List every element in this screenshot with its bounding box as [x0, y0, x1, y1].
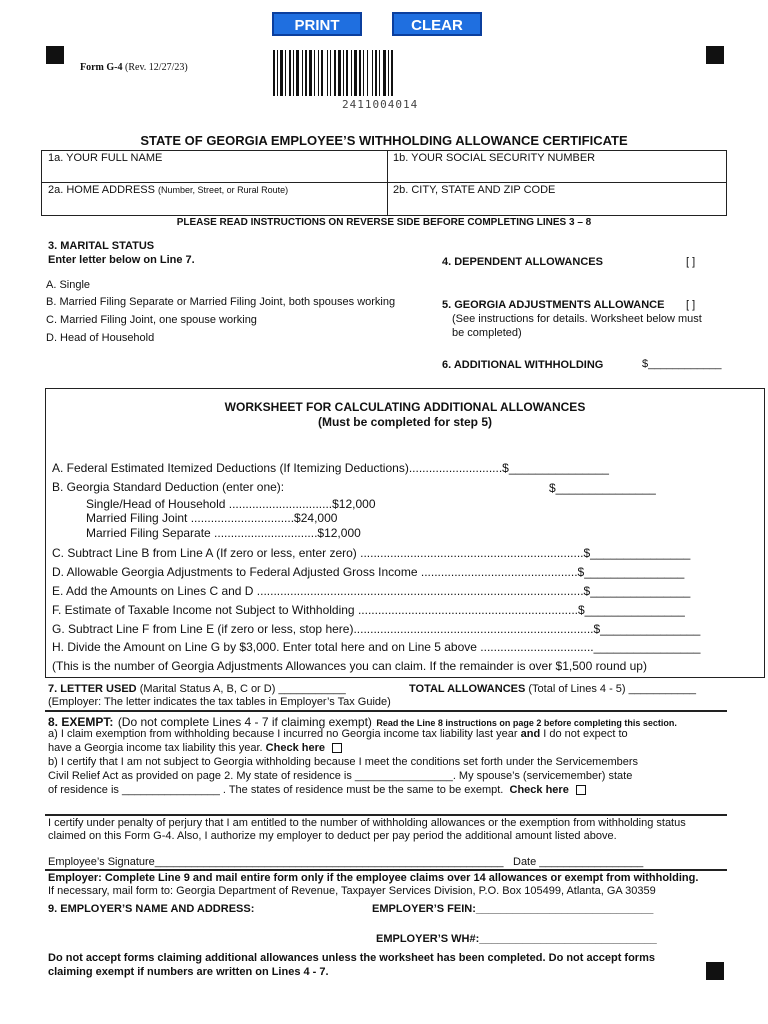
exempt-b-line-2[interactable]: Civil Relief Act as provided on page 2. My state of residence is ________________. My spouse’s (servicemember) state	[48, 770, 633, 782]
exempt-a-check-label: Check here	[265, 742, 325, 754]
barcode-bar	[338, 50, 341, 96]
barcode-bar	[277, 50, 278, 96]
barcode-bar	[318, 50, 319, 96]
barcode-bar	[379, 50, 380, 96]
home-address-field[interactable]	[48, 184, 288, 196]
exempt-a-checkbox[interactable]	[332, 743, 342, 753]
barcode-number: 2411004014	[342, 98, 419, 111]
worksheet-line-g[interactable]: G. Subtract Line F from Line E (if zero or less, stop here)........................................................................$_______________	[52, 622, 701, 636]
total-allowances-label: TOTAL ALLOWANCES	[409, 683, 526, 695]
letter-used-row	[48, 683, 346, 695]
barcode-bar	[273, 50, 275, 96]
section-divider	[45, 710, 727, 712]
certify-line-2: claimed on this Form G-4. Also, I authorize my employer to deduct per pay period the additional amount listed above.	[48, 830, 617, 842]
total-allowances-row	[409, 683, 696, 695]
worksheet-line-d[interactable]: D. Allowable Georgia Adjustments to Federal Adjusted Gross Income ...............................................$_______________	[52, 565, 685, 579]
worksheet-line-b: B. Georgia Standard Deduction (enter one):	[52, 480, 285, 494]
barcode-bar	[372, 50, 373, 96]
exempt-a-line-2	[48, 742, 342, 754]
certify-line-1: I certify under penalty of perjury that I am entitled to the number of withholding allowances or the exemption from withholding status	[48, 817, 686, 829]
ga-adjustments-note-2: be completed)	[452, 327, 522, 339]
worksheet-line-e[interactable]: E. Add the Amounts on Lines C and D ..................................................................................................$_______________	[52, 584, 691, 598]
barcode-bar	[343, 50, 344, 96]
barcode-bar	[314, 50, 315, 96]
registration-mark-top-right	[706, 46, 724, 64]
exempt-b-line-3-text[interactable]: of residence is ________________ . The states of residence must be the same to be exempt.	[48, 784, 504, 796]
worksheet-subtitle: (Must be completed for step 5)	[317, 415, 493, 429]
exempt-b-line-3	[48, 784, 586, 796]
worksheet-line-h-note: (This is the number of Georgia Adjustments Allowances you can claim. If the remainder is over $1,500 round up)	[52, 659, 647, 673]
barcode-bar	[293, 50, 294, 96]
barcode-bar	[305, 50, 307, 96]
barcode-bar	[354, 50, 357, 96]
total-allowances-field[interactable]: (Total of Lines 4 - 5) ___________	[528, 683, 696, 695]
ga-adjustments-label: 5. GEORGIA ADJUSTMENTS ALLOWANCE	[442, 299, 665, 311]
footer-note-line-2: claiming exempt if numbers are written on Lines 4 - 7.	[48, 966, 329, 978]
marital-option-c: C. Married Filing Joint, one spouse working	[46, 314, 257, 326]
letter-used-label: 7. LETTER USED	[48, 683, 137, 695]
grid-divider-horizontal	[41, 182, 726, 183]
barcode-bar	[383, 50, 386, 96]
exempt-detail: (Do not complete Lines 4 - 7 if claiming exempt)	[117, 715, 372, 729]
barcode-bar	[327, 50, 328, 96]
barcode-bar	[309, 50, 312, 96]
employer-wh-field[interactable]: EMPLOYER’S WH#:_____________________________	[376, 933, 657, 945]
barcode-bar	[351, 50, 352, 96]
ga-adjustments-field[interactable]: [ ]	[686, 299, 696, 311]
employer-note: Employer: Complete Line 9 and mail entire form only if the employee claims over 14 allowances or exempt from withholding.	[48, 872, 699, 884]
exempt-a-line-1	[48, 728, 628, 740]
worksheet-line-h[interactable]: H. Divide the Amount on Line G by $3,000. Enter total here and on Line 5 above ..................................________________	[52, 640, 701, 654]
exempt-a-text: a) I claim exemption from withholding because I incurred no Georgia income tax liability last year	[48, 728, 521, 740]
exempt-b-line-1: b) I certify that I am not subject to Georgia withholding because I meet the conditions set forth under the Servicemembers	[48, 756, 639, 768]
signature-date-field[interactable]: Date _________________	[513, 856, 644, 868]
full-name-field[interactable]: 1a. YOUR FULL NAME	[48, 152, 163, 164]
exempt-read-note: Read the Line 8 instructions on page 2 before completing this section.	[376, 718, 677, 728]
barcode-bar	[280, 50, 283, 96]
marital-status-heading: 3. MARITAL STATUS	[48, 240, 155, 252]
barcode-bar	[285, 50, 286, 96]
ssn-field[interactable]: 1b. YOUR SOCIAL SECURITY NUMBER	[393, 152, 596, 164]
employer-name-address-field[interactable]: 9. EMPLOYER’S NAME AND ADDRESS:	[48, 903, 255, 915]
mail-note: If necessary, mail form to: Georgia Department of Revenue, Taxpayer Services Division, P.O. Box 105499, Atlanta, GA 30359	[48, 885, 656, 897]
exempt-b-check-label: Check here	[509, 784, 569, 796]
employee-signature-field[interactable]: Employee’s Signature_________________________________________________________	[48, 856, 504, 868]
exempt-label: 8. EXEMPT:	[48, 715, 114, 729]
home-address-note: (Number, Street, or Rural Route)	[158, 185, 289, 195]
worksheet-line-b-separate: Married Filing Separate ...............................$12,000	[86, 526, 361, 540]
form-title: STATE OF GEORGIA EMPLOYEE’S WITHHOLDING ALLOWANCE CERTIFICATE	[140, 133, 628, 148]
barcode-bar	[367, 50, 368, 96]
barcode-bar	[330, 50, 331, 96]
worksheet-title: WORKSHEET FOR CALCULATING ADDITIONAL ALLOWANCES	[224, 400, 586, 414]
dependent-allowances-label: 4. DEPENDENT ALLOWANCES	[442, 256, 603, 268]
form-number: Form G-4	[80, 62, 123, 73]
employer-fein-field[interactable]: EMPLOYER’S FEIN:_____________________________	[372, 903, 654, 915]
barcode-bar	[289, 50, 291, 96]
barcode-bar	[363, 50, 364, 96]
barcode-image	[273, 50, 436, 96]
worksheet-line-b-field[interactable]: $_______________	[549, 481, 656, 495]
marital-option-a: A. Single	[46, 279, 91, 291]
barcode-bar	[321, 50, 323, 96]
worksheet-line-a[interactable]: A. Federal Estimated Itemized Deductions (If Itemizing Deductions)............................$_______________	[52, 461, 609, 475]
city-state-zip-field[interactable]: 2b. CITY, STATE AND ZIP CODE	[393, 184, 556, 196]
marital-option-d: D. Head of Household	[46, 332, 155, 344]
form-identifier	[80, 62, 188, 73]
barcode-bar	[359, 50, 361, 96]
barcode-bar	[388, 50, 389, 96]
worksheet-line-f[interactable]: F. Estimate of Taxable Income not Subject to Withholding ..................................................................$_______________	[52, 603, 685, 617]
barcode-bar	[391, 50, 393, 96]
barcode-bar	[346, 50, 348, 96]
additional-withholding-field[interactable]: $____________	[642, 358, 722, 370]
exempt-a-line-2-text: have a Georgia income tax liability this year.	[48, 742, 266, 754]
barcode-bar	[375, 50, 377, 96]
home-address-label: 2a. HOME ADDRESS	[48, 184, 155, 196]
footer-note-line-1: Do not accept forms claiming additional allowances unless the worksheet has been completed. Do not accept forms	[48, 952, 655, 964]
worksheet-line-c[interactable]: C. Subtract Line B from Line A (If zero or less, enter zero) ...................................................................$_______________	[52, 546, 691, 560]
additional-withholding-label: 6. ADDITIONAL WITHHOLDING	[442, 359, 604, 371]
dependent-allowances-field[interactable]: [ ]	[686, 256, 696, 268]
letter-used-field[interactable]: (Marital Status A, B, C or D) ___________	[139, 683, 346, 695]
print-button[interactable]: PRINT	[272, 12, 362, 36]
exempt-a-and: and	[520, 728, 541, 740]
registration-mark-top-left	[46, 46, 64, 64]
worksheet-line-b-joint: Married Filing Joint ...............................$24,000	[86, 511, 338, 525]
marital-status-subheading: Enter letter below on Line 7.	[48, 254, 195, 266]
marital-option-b: B. Married Filing Separate or Married Filing Joint, both spouses working	[46, 296, 396, 308]
registration-mark-bottom-right	[706, 962, 724, 980]
instructions-notice: PLEASE READ INSTRUCTIONS ON REVERSE SIDE BEFORE COMPLETING LINES 3 – 8	[176, 217, 592, 228]
employer-divider	[45, 869, 727, 871]
barcode-bar	[302, 50, 303, 96]
exempt-a-end: I do not expect to	[540, 728, 628, 740]
worksheet-line-b-single: Single/Head of Household ...............................$12,000	[86, 497, 376, 511]
form-revision: (Rev. 12/27/23)	[125, 62, 188, 73]
clear-button[interactable]: CLEAR	[392, 12, 482, 36]
barcode-bar	[296, 50, 299, 96]
ga-adjustments-note-1: (See instructions for details. Worksheet below must	[452, 313, 702, 325]
letter-used-note: (Employer: The letter indicates the tax tables in Employer’s Tax Guide)	[48, 696, 391, 708]
certify-divider	[45, 814, 727, 816]
barcode-bar	[334, 50, 336, 96]
exempt-b-checkbox[interactable]	[576, 785, 586, 795]
